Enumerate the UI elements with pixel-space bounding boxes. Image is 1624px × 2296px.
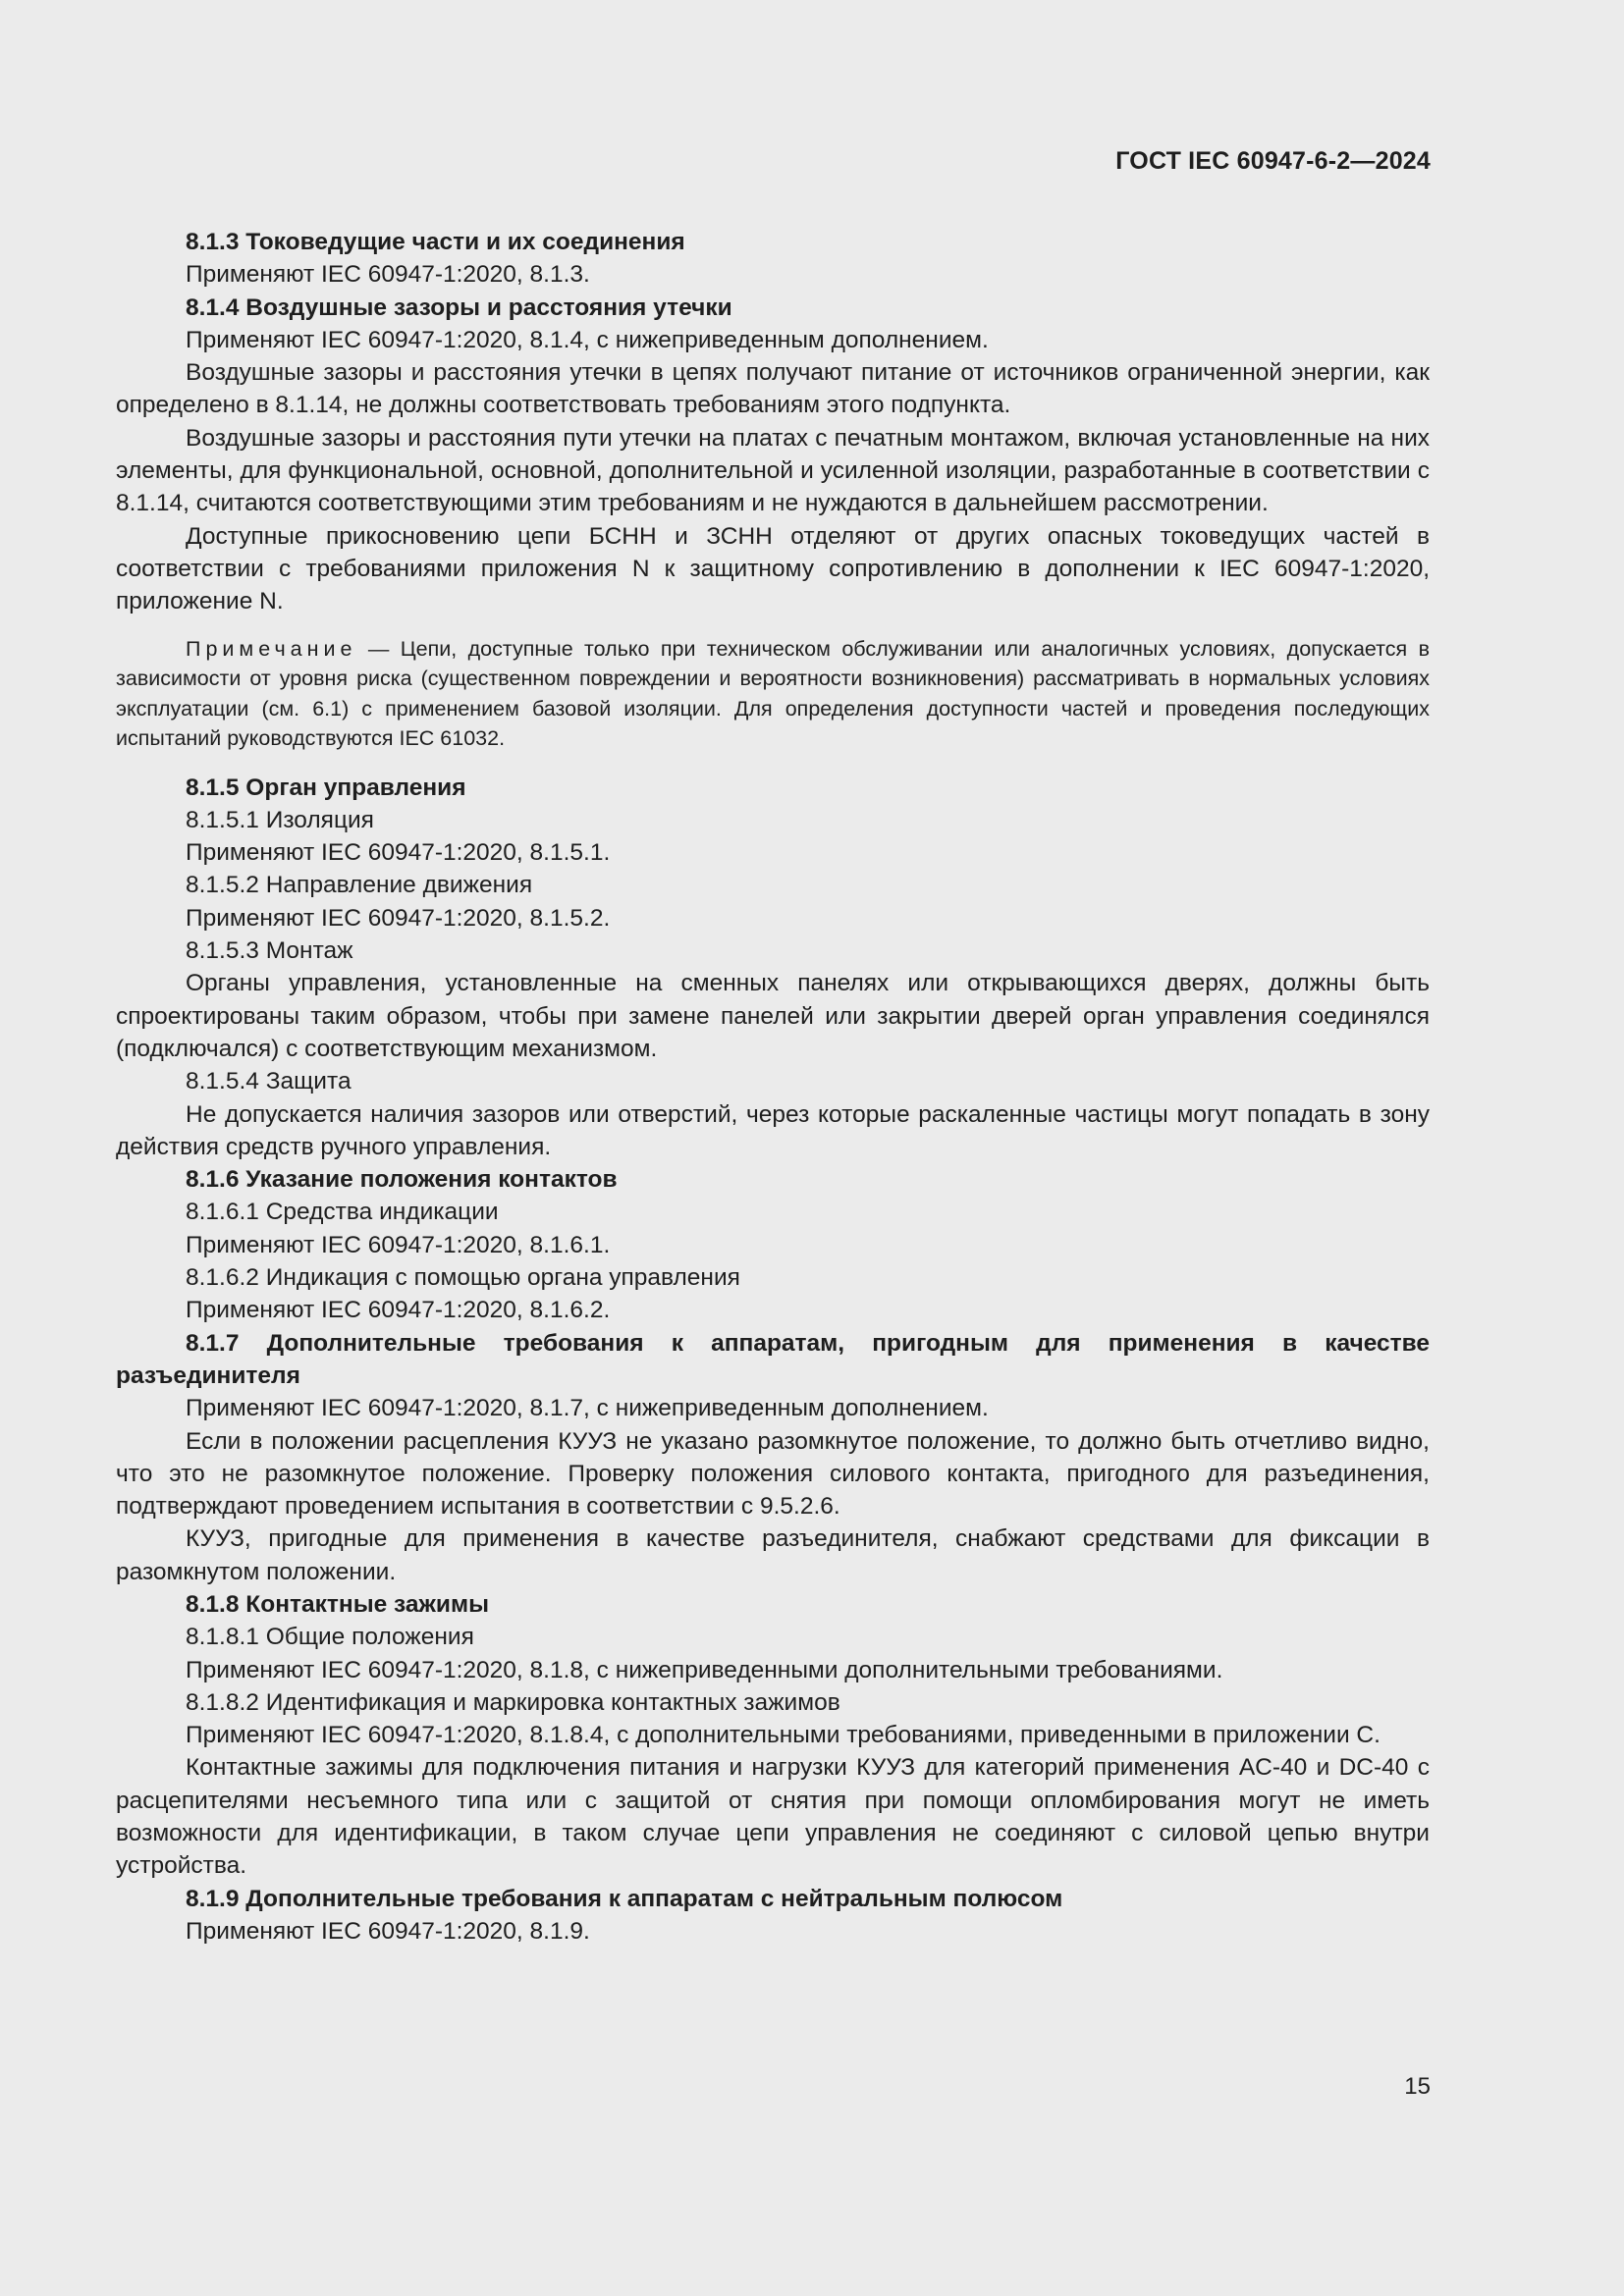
paragraph: Контактные зажимы для подключения питания и нагрузки КУУЗ для категорий применения AC-40 и DC-40 с расцепителями несъемного типа или с защитой от снятия при помощи опломбирования могут не иметь возможности для идентификации, в таком случае цепи управления не соединяют с силовой цепью внутри устройства.	[116, 1754, 1430, 1880]
document-header: ГОСТ IEC 60947-6-2—2024	[1115, 147, 1431, 175]
section-heading-8-1-5: 8.1.5 Орган управления	[186, 774, 466, 801]
paragraph: Не допускается наличия зазоров или отверстий, через которые раскаленные частицы могут попадать в зону действия средств ручного управления.	[116, 1100, 1430, 1160]
page-content	[116, 226, 1430, 1948]
paragraph: Применяют IEC 60947-1:2020, 8.1.5.1.	[186, 839, 611, 867]
paragraph: Применяют IEC 60947-1:2020, 8.1.6.2.	[186, 1297, 611, 1324]
note-text: — Цепи, доступные только при техническом обслуживании или аналогичных условиях, допускается в зависимости от уровня риска (существенном повреждении и вероятности возникновения) рассматривать в нормальных условиях эксплуатации (см. 6.1) с применением базовой изоляции. Для определения доступности частей и проведения последующих испытаний руководствуются IEC 61032.	[116, 636, 1430, 751]
paragraph: Применяют IEC 60947-1:2020, 8.1.3.	[186, 261, 590, 289]
section-heading-8-1-9: 8.1.9 Дополнительные требования к аппаратам с нейтральным полюсом	[186, 1885, 1063, 1912]
paragraph: Воздушные зазоры и расстояния пути утечки на платах с печатным монтажом, включая установленные на них элементы, для функциональной, основной, дополнительной и усиленной изоляции, разработанные в соответствии с 8.1.14, считаются соответствующими этим требованиям и не нуждаются в дальнейшем рассмотрении.	[116, 424, 1430, 517]
paragraph: Применяют IEC 60947-1:2020, 8.1.8.4, с дополнительными требованиями, приведенными в приложении C.	[186, 1722, 1380, 1749]
section-heading-8-1-4: 8.1.4 Воздушные зазоры и расстояния утечки	[186, 294, 732, 321]
section-heading-8-1-8: 8.1.8 Контактные зажимы	[186, 1590, 490, 1618]
subsection-heading-8-1-8-2: 8.1.8.2 Идентификация и маркировка контактных зажимов	[186, 1688, 840, 1716]
subsection-heading-8-1-6-1: 8.1.6.1 Средства индикации	[186, 1199, 499, 1226]
subsection-heading-8-1-5-2: 8.1.5.2 Направление движения	[186, 872, 533, 899]
paragraph: Применяют IEC 60947-1:2020, 8.1.6.1.	[186, 1231, 611, 1258]
section-heading-8-1-3: 8.1.3 Токоведущие части и их соединения	[186, 229, 685, 255]
note-block	[116, 634, 1430, 754]
paragraph: Применяют IEC 60947-1:2020, 8.1.5.2.	[186, 904, 611, 932]
paragraph: КУУЗ, пригодные для применения в качестве разъединителя, снабжают средствами для фиксации в разомкнутом положении.	[116, 1525, 1430, 1585]
paragraph: Если в положении расцепления КУУЗ не указано разомкнутое положение, то должно быть отчетливо видно, что это не разомкнутое положение. Проверку положения силового контакта, пригодного для разъединения, подтверждают проведением испытания в соответствии с 9.5.2.6.	[116, 1427, 1430, 1521]
subsection-heading-8-1-5-4: 8.1.5.4 Защита	[186, 1068, 352, 1095]
page-number: 15	[1404, 2073, 1431, 2100]
paragraph: Применяют IEC 60947-1:2020, 8.1.7, с нижеприведенным дополнением.	[186, 1395, 989, 1422]
section-heading-8-1-7: 8.1.7 Дополнительные требования к аппаратам, пригодным для применения в качестве разъединителя	[116, 1329, 1430, 1389]
paragraph: Доступные прикосновению цепи БСНН и ЗСНН отделяют от других опасных токоведущих частей в соответствии с требованиями приложения N к защитному сопротивлению в дополнении к IEC 60947-1:2020, приложение N.	[116, 522, 1430, 615]
paragraph: Органы управления, установленные на сменных панелях или открывающихся дверях, должны быть спроектированы таким образом, чтобы при замене панелей или закрытии дверей орган управления соединялся (подключался) с соответствующим механизмом.	[116, 970, 1430, 1062]
section-heading-8-1-6: 8.1.6 Указание положения контактов	[186, 1166, 618, 1194]
subsection-heading-8-1-6-2: 8.1.6.2 Индикация с помощью органа управления	[186, 1264, 740, 1292]
subsection-heading-8-1-5-3: 8.1.5.3 Монтаж	[186, 937, 353, 965]
subsection-heading-8-1-5-1: 8.1.5.1 Изоляция	[186, 806, 374, 833]
subsection-heading-8-1-8-1: 8.1.8.1 Общие положения	[186, 1624, 474, 1651]
paragraph: Применяют IEC 60947-1:2020, 8.1.9.	[186, 1917, 590, 1945]
paragraph: Воздушные зазоры и расстояния утечки в цепях получают питание от источников ограниченной энергии, как определено в 8.1.14, не должны соответствовать требованиям этого подпункта.	[116, 359, 1430, 419]
paragraph: Применяют IEC 60947-1:2020, 8.1.8, с нижеприведенными дополнительными требованиями.	[186, 1656, 1223, 1683]
paragraph: Применяют IEC 60947-1:2020, 8.1.4, с нижеприведенным дополнением.	[186, 326, 989, 353]
note-label: Примечание	[186, 636, 357, 661]
